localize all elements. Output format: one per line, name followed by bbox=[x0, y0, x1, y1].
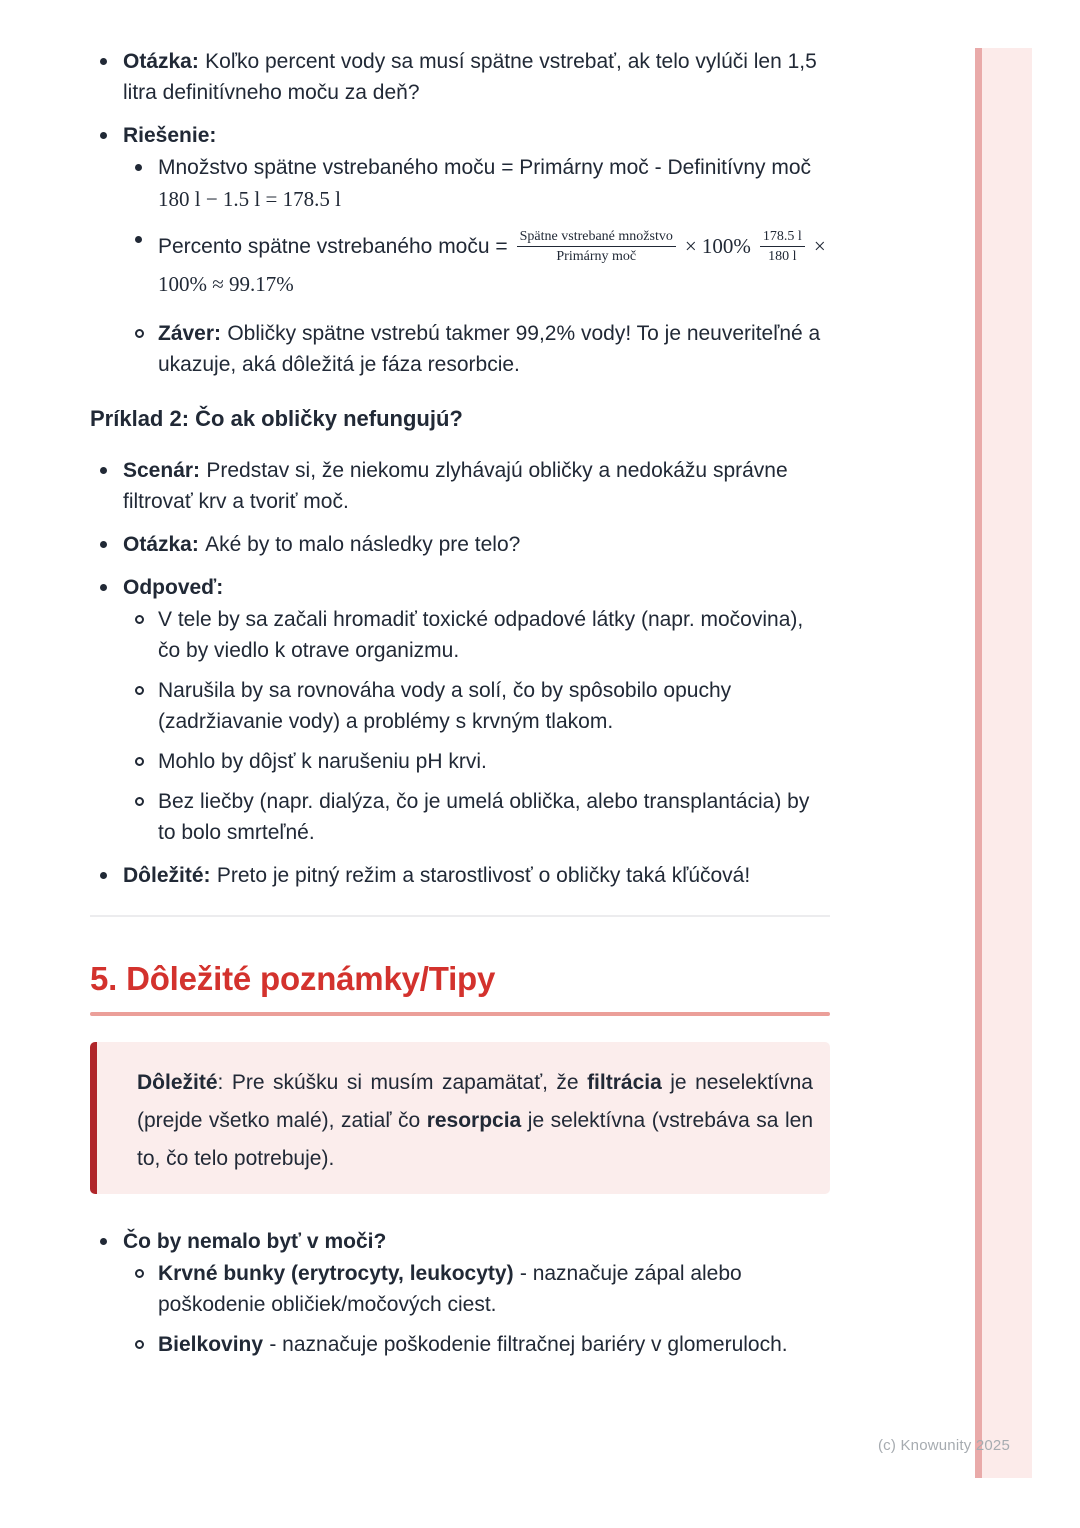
circle-bullet-icon bbox=[135, 757, 144, 766]
callout-text-segment: je selektívna (vstrebáva sa len to, čo telo potrebuje). bbox=[137, 1109, 813, 1170]
circle-bullet-icon bbox=[135, 1340, 144, 1349]
list-item-conclusion bbox=[123, 318, 830, 380]
list-item-blood-cells bbox=[123, 1258, 830, 1320]
item-label: Dôležité: bbox=[123, 864, 211, 887]
answers-sublist bbox=[123, 604, 830, 848]
circle-bullet-icon bbox=[135, 1269, 144, 1278]
bullet-icon bbox=[100, 467, 107, 474]
item-text: V tele by sa začali hromadiť toxické odpadové látky (napr. močovina), čo by viedlo k otrave organizmu. bbox=[158, 608, 804, 662]
item-label: Krvné bunky (erytrocyty, leukocyty) bbox=[158, 1262, 514, 1285]
urine-sublist bbox=[123, 1258, 830, 1360]
section5-heading: 5. Dôležité poznámky/Tipy bbox=[90, 960, 496, 997]
heading-underline bbox=[90, 1012, 830, 1016]
item-label: Riešenie: bbox=[123, 124, 217, 147]
item-text: Narušila by sa rovnováha vody a solí, čo by spôsobilo opuchy (zadržiavanie vody) a problémy s krvným tlakom. bbox=[158, 679, 732, 733]
list-item-scenario bbox=[90, 455, 830, 517]
list-item-answer bbox=[90, 572, 830, 848]
item-text: - naznačuje zápal alebo poškodenie obličiek/močových ciest. bbox=[158, 1262, 742, 1316]
urine-list bbox=[90, 1226, 830, 1360]
fraction-denominator: 180 l bbox=[768, 248, 797, 264]
list-item-question1 bbox=[90, 46, 830, 108]
bullet-icon bbox=[135, 164, 142, 171]
circle-bullet-icon bbox=[135, 615, 144, 624]
item-text: Predstav si, že niekomu zlyhávajú obličky a nedokážu správne filtrovať krv a tvoriť moč. bbox=[123, 459, 788, 513]
item-text: Koľko percent vody sa musí spätne vstrebať, ak telo vylúči len 1,5 litra definitívneho moču za deň? bbox=[123, 50, 817, 104]
formula-line: 180 l − 1.5 l = 178.5 l bbox=[158, 187, 341, 211]
item-text: Množstvo spätne vstrebaného moču = Primárny moč - Definitívny moč bbox=[158, 156, 812, 179]
page-content bbox=[90, 46, 830, 1372]
list-item-urine-question bbox=[90, 1226, 830, 1360]
solution-sublist bbox=[123, 152, 830, 380]
side-stripe bbox=[975, 48, 1032, 1478]
item-text: Aké by to malo následky pre telo? bbox=[205, 533, 521, 556]
list-item-question2 bbox=[90, 529, 830, 560]
bullet-icon bbox=[100, 1238, 107, 1245]
bullet-icon bbox=[135, 236, 142, 243]
bullet-icon bbox=[100, 584, 107, 591]
callout-text-segment: resorpcia bbox=[426, 1109, 522, 1132]
section-divider bbox=[90, 915, 830, 917]
list-item-answer-3 bbox=[123, 746, 830, 777]
list-item-amount bbox=[123, 152, 830, 215]
item-label: Odpoveď: bbox=[123, 576, 224, 599]
item-text: Mohlo by dôjsť k narušeniu pH krvi. bbox=[158, 750, 487, 773]
list-item-proteins bbox=[123, 1329, 830, 1360]
item-label: Čo by nemalo byť v moči? bbox=[123, 1230, 387, 1253]
item-text: Obličky spätne vstrebú takmer 99,2% vody! To je neuveriteľné a ukazuje, aká dôležitá je fáza resorbcie. bbox=[158, 322, 821, 376]
circle-bullet-icon bbox=[135, 686, 144, 695]
bullet-icon bbox=[100, 872, 107, 879]
fraction-numerator: 178.5 l bbox=[760, 228, 805, 247]
item-label: Bielkoviny bbox=[158, 1333, 264, 1356]
fraction-numerator: Spätne vstrebané množstvo bbox=[517, 228, 676, 247]
list-item-answer-4 bbox=[123, 786, 830, 848]
item-text: - naznačuje poškodenie filtračnej bariéry v glomeruloch. bbox=[269, 1333, 788, 1356]
item-label: Otázka: bbox=[123, 50, 199, 73]
copyright-watermark: (c) Knowunity 2025 bbox=[877, 1437, 1010, 1454]
circle-bullet-icon bbox=[135, 329, 144, 338]
list-item-solution bbox=[90, 120, 830, 380]
item-label: Záver: bbox=[158, 322, 222, 345]
bullet-icon bbox=[100, 58, 107, 65]
list-item-percent bbox=[123, 224, 830, 300]
item-label: Otázka: bbox=[123, 533, 199, 556]
bullet-icon bbox=[100, 541, 107, 548]
item-label: Scenár: bbox=[123, 459, 201, 482]
important-callout bbox=[90, 1042, 830, 1194]
list-item-answer-1 bbox=[123, 604, 830, 666]
example2-list bbox=[90, 455, 830, 891]
formula-operator: × bbox=[813, 233, 826, 258]
callout-text-segment: Dôležité bbox=[137, 1071, 218, 1094]
fraction-denominator: Primárny moč bbox=[556, 248, 637, 264]
example2-heading: Príklad 2: Čo ak obličky nefungujú? bbox=[90, 406, 463, 431]
callout-text-segment: : Pre skúšku si musím zapamätať, že bbox=[217, 1071, 588, 1094]
formula-result: 100% ≈ 99.17% bbox=[158, 272, 294, 296]
item-text: Bez liečby (napr. dialýza, čo je umelá oblička, alebo transplantácia) by to bolo smrteľné. bbox=[158, 790, 810, 844]
formula-operator: × 100% bbox=[684, 233, 751, 258]
formula-row bbox=[158, 224, 830, 268]
bullet-icon bbox=[100, 132, 107, 139]
example1-list bbox=[90, 46, 830, 380]
item-text: Preto je pitný režim a starostlivosť o obličky taká kľúčová! bbox=[216, 864, 751, 887]
item-text: Percento spätne vstrebaného moču = bbox=[158, 234, 508, 258]
list-item-answer-2 bbox=[123, 675, 830, 737]
circle-bullet-icon bbox=[135, 797, 144, 806]
callout-text-segment: je neselektívna (prejde všetko malé), zatiaľ čo bbox=[137, 1071, 813, 1132]
fraction bbox=[517, 228, 676, 265]
callout-text-segment: filtrácia bbox=[587, 1071, 662, 1094]
list-item-important bbox=[90, 860, 830, 891]
fraction bbox=[760, 228, 805, 265]
